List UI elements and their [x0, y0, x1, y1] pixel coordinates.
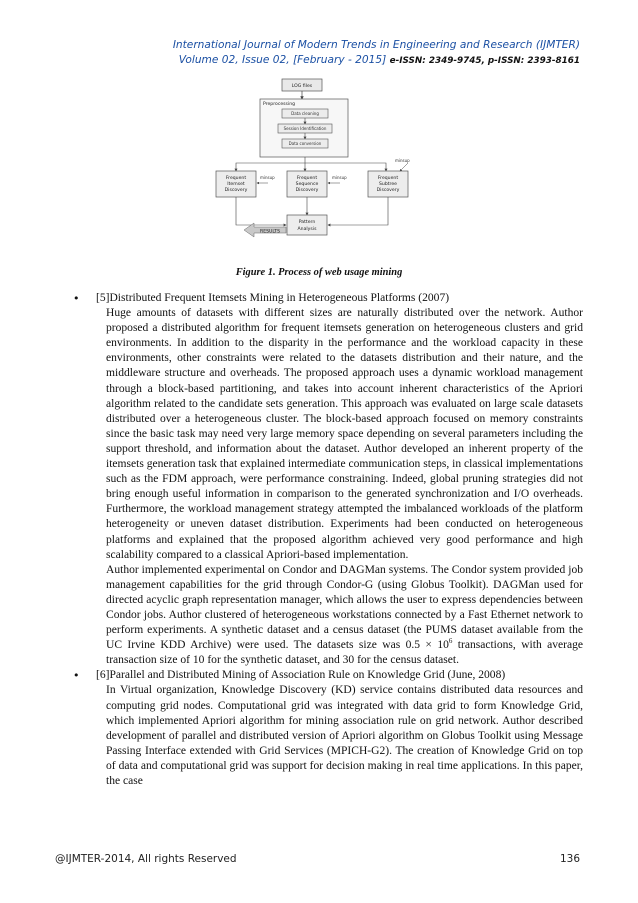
paragraph: In Virtual organization, Knowledge Discovery (KD) service contains distributed data resources and computing grid nodes. Computational grid was integrated with data grid to form Knowledge Grid, which implemented Apriori algorithm for mining association rule on grid network. Author described development of parallel and distributed version of Apriori algorithm on Globus Toolkit using Message Passing Interface extended with Grid Services (MPICH-G2). The creation of Knowledge Grid on top of data and computational grid was support for decision making in real time applications. In this paper, the case [106, 684, 583, 787]
figure-web-usage-mining [210, 75, 424, 265]
fstm-line3: Discovery [376, 188, 400, 193]
data-cleaning-label: Data cleaning [291, 111, 319, 116]
page-footer [55, 853, 580, 865]
fsm-line2: Sequence [295, 182, 319, 187]
fim-line2: Itemset [227, 182, 245, 187]
volume-issue: Volume 02, Issue 02, [February - 2015] [178, 53, 390, 66]
entry-title [73, 291, 583, 306]
paragraph-text: Author implemented experimental on Condor and DAGMan systems. The Condor system provided job management capabilities for the grid through Condor-G (using Globus Toolkit). DAGMan used for directed acyclic graph representation manager, which allows the user to express dependencies between Condor jobs. Author clustered of heterogeneous workstations connected by a Fast Ethernet network to perform experiments. A synthetic dataset and a census dataset (the PUMS dataset available from the UC Irvine KDD Archive) were used. The datasets size was 0.5 × 10 [106, 563, 583, 652]
minsup-label-2: minsup [332, 175, 347, 180]
process-diagram [210, 75, 424, 265]
journal-header [173, 38, 580, 68]
bullet-icon: • [73, 669, 80, 683]
entry-body [73, 683, 583, 789]
journal-title: International Journal of Modern Trends in Engineering and Research (IJMTER) [172, 39, 580, 51]
issn: e-ISSN: 2349-9745, p-ISSN: 2393-8161 [389, 55, 580, 66]
figure-caption: Figure 1. Process of web usage mining [235, 267, 403, 278]
paragraph-text-continued: transactions, with average transaction size of 10 for the synthetic dataset, and 30 for the census dataset. [106, 639, 583, 667]
results-label: RESULTS [260, 229, 281, 235]
pattern-line1: Pattern [298, 220, 316, 225]
fstm-line1: Frequent [377, 176, 399, 181]
bullet-icon: • [73, 292, 80, 305]
entry-title [73, 668, 583, 683]
page-number: 136 [559, 853, 580, 865]
data-conversion-label: Data conversion [288, 141, 322, 146]
minsup-label-3: minsup [395, 158, 410, 163]
session-identification-label: Session Identification [283, 126, 327, 131]
entry-body [73, 306, 583, 668]
paragraph [106, 563, 583, 669]
journal-volume [173, 53, 580, 69]
fstm-line2: Subtree [379, 182, 397, 187]
log-files-label: LOG files [291, 84, 313, 89]
fsm-line3: Discovery [295, 188, 319, 193]
paragraph: Huge amounts of datasets with different sizes are naturally distributed over the network. Author proposed a distributed algorithm for frequent itemsets generation on heterogeneous clusters and grid environments. In addition to the disparity in the performance and the workload capacity in these environments, other constraints were related to the datasets distribution and their nature, and the middleware structure and overheads. The proposed approach uses a dynamic workload management through a block-based partitioning, and takes into account inherent characteristics of the Apriori algorithm related to the candidate sets generation. This approach was evaluated on large scale datasets distributed over a heterogeneous cluster. The block-based approach focused on memory constraints since the basic task may need very large memory space depending on several parameters including the support threshold, and information about the dataset. Author developed an inherent property of the itemsets generation task that explained intermediate communication steps, in classical implementations such as the FDM approach, were performance constraining. Indeed, global pruning strategies did not bring enough useful information in comparison to the generated synchronization and I/O overheads. Furthermore, the workload management strategy attempted the imbalanced workloads of the platform heterogeneity or uneven dataset distribution. Experiments had been conducted on heterogeneous platforms and explained that the proposed algorithm achieved very good performance and high scalability compared to a classical Apriori-based implementation. [106, 307, 583, 561]
reference-entry-5 [73, 291, 583, 668]
entry-title-text: [5]Distributed Frequent Itemsets Mining in Heterogeneous Platforms (2007) [96, 292, 450, 304]
preprocessing-label: Preprocessing [263, 102, 296, 107]
fim-line3: Discovery [224, 188, 248, 193]
superscript: 6 [448, 637, 453, 646]
main-content [73, 291, 583, 789]
fim-line1: Frequent [225, 176, 247, 181]
pattern-line2: Analysis [297, 227, 317, 232]
fsm-line1: Frequent [296, 176, 318, 181]
pattern-analysis-node [287, 215, 327, 235]
entry-title-text: [6]Parallel and Distributed Mining of Association Rule on Knowledge Grid (June, 2008) [96, 669, 506, 682]
reference-entry-6 [73, 668, 583, 789]
minsup-label-1: minsup [260, 175, 275, 180]
copyright: @IJMTER-2014, All rights Reserved [55, 853, 237, 865]
